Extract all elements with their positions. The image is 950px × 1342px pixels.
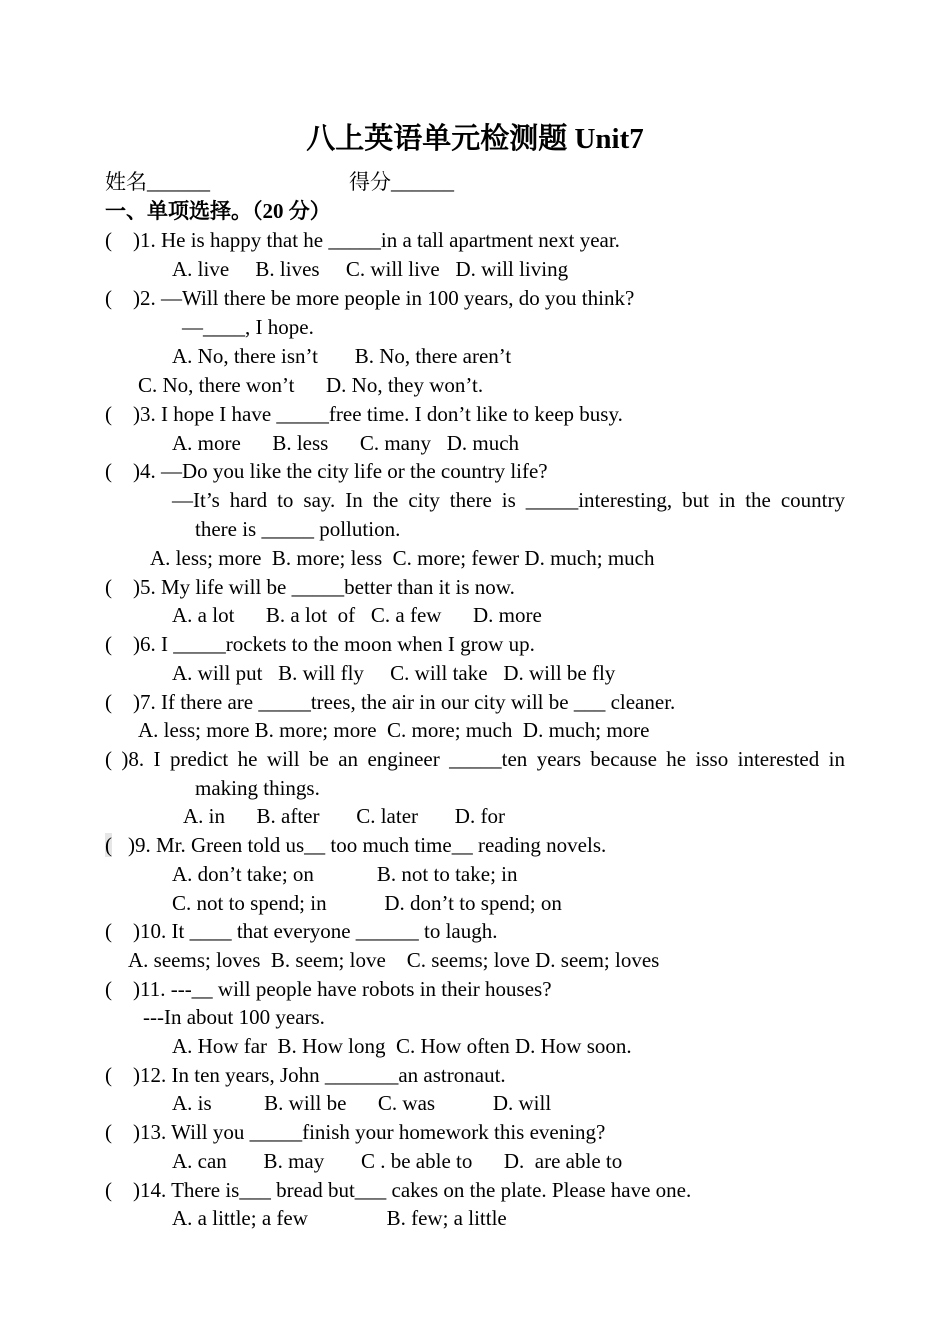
question-3-options: A. more B. less C. many D. much bbox=[172, 431, 520, 455]
page-title: 八上英语单元检测题 Unit7 bbox=[306, 123, 644, 155]
question-2: ( )2. —Will there be more people in 100 years, do you think? bbox=[105, 286, 635, 310]
answer-paren-highlight: ( bbox=[105, 833, 112, 857]
question-14: ( )14. There is___ bread but___ cakes on the plate. Please have one. bbox=[105, 1178, 692, 1202]
name-field-label: 姓名______ bbox=[105, 170, 210, 194]
question-4: ( )4. —Do you like the city life or the country life? bbox=[105, 459, 548, 483]
question-3: ( )3. I hope I have _____free time. I don’t like to keep busy. bbox=[105, 402, 623, 426]
question-2-options-ab: A. No, there isn’t B. No, there aren’t bbox=[172, 344, 512, 368]
question-9-paren bbox=[105, 831, 112, 860]
score-field-label: 得分______ bbox=[349, 170, 454, 194]
question-1: ( )1. He is happy that he _____in a tall apartment next year. bbox=[105, 228, 620, 252]
question-13-options: A. can B. may C . be able to D. are able to bbox=[172, 1149, 623, 1173]
question-11: ( )11. ---__ will people have robots in their houses? bbox=[105, 977, 552, 1001]
question-5: ( )5. My life will be _____better than it is now. bbox=[105, 575, 515, 599]
question-2-reply: —____, I hope. bbox=[182, 315, 314, 339]
question-1-options: A. live B. lives C. will live D. will living bbox=[172, 257, 569, 281]
question-9-options-ab: A. don’t take; on B. not to take; in bbox=[172, 862, 518, 886]
question-10: ( )10. It ____ that everyone ______ to laugh. bbox=[105, 919, 498, 943]
question-8-cont: making things. bbox=[195, 776, 320, 800]
question-9: )9. Mr. Green told us__ too much time__ reading novels. bbox=[128, 833, 607, 857]
question-2-options-cd: C. No, there won’t D. No, they won’t. bbox=[138, 373, 484, 397]
question-8: ( )8. I predict he will be an engineer _____ten years because he isso interested in bbox=[105, 747, 845, 771]
question-9-options-cd: C. not to spend; in D. don’t to spend; on bbox=[172, 891, 562, 915]
question-14-options: A. a little; a few B. few; a little bbox=[172, 1206, 507, 1230]
question-11-reply: ---In about 100 years. bbox=[143, 1005, 325, 1029]
question-11-options: A. How far B. How long C. How often D. How soon. bbox=[172, 1034, 632, 1058]
question-4-reply: —It’s hard to say. In the city there is _____interesting, but in the country bbox=[172, 488, 845, 512]
question-7: ( )7. If there are _____trees, the air in our city will be ___ cleaner. bbox=[105, 690, 676, 714]
question-12-options: A. is B. will be C. was D. will bbox=[172, 1091, 552, 1115]
question-13: ( )13. Will you _____finish your homework this evening? bbox=[105, 1120, 606, 1144]
question-7-options: A. less; more B. more; more C. more; much D. much; more bbox=[138, 718, 650, 742]
question-4-options: A. less; more B. more; less C. more; fewer D. much; much bbox=[150, 546, 655, 570]
section-heading: 一、单项选择。（20 分） bbox=[105, 199, 331, 223]
question-8-options: A. in B. after C. later D. for bbox=[183, 804, 505, 828]
question-12: ( )12. In ten years, John _______an astronaut. bbox=[105, 1063, 506, 1087]
question-5-options: A. a lot B. a lot of C. a few D. more bbox=[172, 603, 542, 627]
question-6-options: A. will put B. will fly C. will take D. will be fly bbox=[172, 661, 616, 685]
question-4-reply-cont: there is _____ pollution. bbox=[195, 517, 401, 541]
question-6: ( )6. I _____rockets to the moon when I grow up. bbox=[105, 632, 535, 656]
question-10-options: A. seems; loves B. seem; love C. seems; love D. seem; loves bbox=[128, 948, 660, 972]
